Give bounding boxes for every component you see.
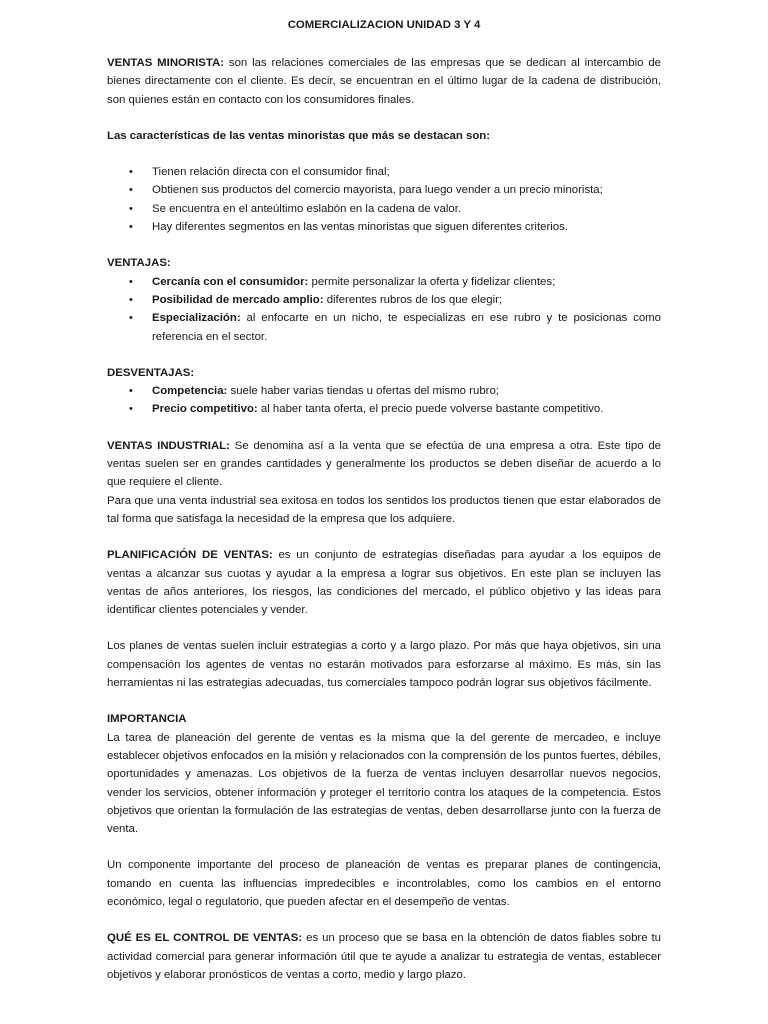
ventas-industrial-term: VENTAS INDUSTRIAL: xyxy=(107,439,230,452)
list-item xyxy=(107,218,661,236)
planificacion-paragraph-2: Los planes de ventas suelen incluir estrategias a corto y a largo plazo. Por más que haya objetivos, sin una compensación los agentes de ventas no estarán motivados para esforzarse al máximo. Es más, sin las herramientas ni las estrategias adecuadas, tus comerciales tampoco podrán lograr sus objetivos fácilmente. xyxy=(107,640,661,690)
ventas-industrial-paragraph-2: Para que una venta industrial sea exitosa en todos los sentidos los productos tienen que estar elaborados de tal forma que satisfaga la necesidad de la empresa que los adquiere. xyxy=(107,494,661,525)
planificacion-term: PLANIFICACIÓN DE VENTAS: xyxy=(107,549,273,562)
bullet-icon: • xyxy=(129,293,133,306)
planificacion-text: es un conjunto de estrategias diseñadas para ayudar a los equipos de ventas a alcanzar sus cuotas y ayudar a la empresa a lograr sus objetivos. En este plan se incluyen las ventas de años anteriores, los riesgos, las condiciones del mercado, el público objetivo y las ideas para identificar clientes potenciales y vender. xyxy=(107,549,661,617)
ventas-industrial-paragraph xyxy=(107,437,661,492)
control-ventas-paragraph xyxy=(107,929,661,984)
list-item xyxy=(107,291,661,309)
list-item-term: Precio competitivo: xyxy=(152,403,258,416)
list-item xyxy=(107,382,661,400)
list-item-text: Obtienen sus productos del comercio mayorista, para luego vender a un precio minorista; xyxy=(152,184,603,197)
bullet-icon: • xyxy=(129,312,133,325)
document-page xyxy=(107,16,661,984)
list-item xyxy=(107,200,661,218)
ventajas-heading: VENTAJAS: xyxy=(107,257,171,270)
planificacion-paragraph xyxy=(107,546,661,619)
bullet-icon: • xyxy=(129,403,133,416)
list-item xyxy=(107,309,661,346)
ventas-industrial-text: Se denomina así a la venta que se efectúa de una empresa a otra. Este tipo de ventas suelen ser en grandes cantidades y generalmente los productos se deben diseñar de acuerdo a lo que requiere el cliente. xyxy=(107,439,661,489)
bullet-icon: • xyxy=(129,202,133,215)
bullet-icon: • xyxy=(129,184,133,197)
bullet-icon: • xyxy=(129,275,133,288)
document-title: COMERCIALIZACION UNIDAD 3 Y 4 xyxy=(287,19,481,31)
caracteristicas-heading: Las características de las ventas minoristas que más se destacan son: xyxy=(107,129,491,142)
importancia-heading: IMPORTANCIA xyxy=(107,713,187,726)
desventajas-heading: DESVENTAJAS: xyxy=(107,366,195,379)
list-item-text: Se encuentra en el anteúltimo eslabón en la cadena de valor. xyxy=(152,202,462,215)
list-item-text: suele haber varias tiendas u ofertas del mismo rubro; xyxy=(227,385,499,398)
list-item-term: Competencia: xyxy=(152,385,228,398)
list-item-text: permite personalizar la oferta y fidelizar clientes; xyxy=(308,275,556,288)
bullet-icon: • xyxy=(129,221,133,234)
importancia-paragraph-2: Un componente importante del proceso de planeación de ventas es preparar planes de contingencia, tomando en cuenta las influencias impredecibles e incontrolables, como los cambios en el entorno económico, legal o regulatorio, que pueden afectar en el desempeño de ventas. xyxy=(107,859,661,908)
list-item-text: Tienen relación directa con el consumidor final; xyxy=(152,166,390,179)
list-item xyxy=(107,163,661,181)
ventas-minorista-term: VENTAS MINORISTA: xyxy=(107,57,225,69)
ventas-minorista-paragraph xyxy=(107,54,661,109)
list-item-text: diferentes rubros de los que elegir; xyxy=(323,293,503,306)
list-item xyxy=(107,400,661,418)
control-ventas-text: es un proceso que se basa en la obtención de datos fiables sobre tu actividad comercial para generar información útil que te ayude a analizar tu estrategia de ventas, establecer objetivos y elaborar pronósticos de ventas a corto, medio y largo plazo. xyxy=(107,932,661,981)
bullet-icon: • xyxy=(129,385,133,398)
control-ventas-term: QUÉ ES EL CONTROL DE VENTAS: xyxy=(107,932,303,945)
list-item-term: Especialización: xyxy=(152,312,241,325)
list-item-term: Posibilidad de mercado amplio: xyxy=(152,293,324,306)
ventajas-list xyxy=(107,273,661,346)
bullet-icon: • xyxy=(129,166,133,179)
list-item-term: Cercanía con el consumidor: xyxy=(152,275,309,288)
importancia-paragraph: La tarea de planeación del gerente de ventas es la misma que la del gerente de mercadeo, e incluye establecer objetivos enfocados en la misión y relacionados con la comprensión de los puntos fuertes, débiles, oportunidades y amenazas. Los objetivos de la fuerza de ventas incluyen desarrollar nuevos negocios, vender los servicios, obtener información y proteger el territorio contra los ataques de la competencia. Estos objetivos que orientan la formulación de las estrategias de ventas, deben desarrollarse junto con la fuerza de venta. xyxy=(107,731,661,836)
list-item xyxy=(107,181,661,199)
desventajas-list xyxy=(107,382,661,419)
list-item-text: Hay diferentes segmentos en las ventas minoristas que siguen diferentes criterios. xyxy=(152,221,568,234)
list-item-text: al enfocarte en un nicho, te especializas en ese rubro y te posicionas como referencia en el sector. xyxy=(152,312,661,343)
ventas-minorista-text: son las relaciones comerciales de las empresas que se dedican al intercambio de bienes directamente con el cliente. Es decir, se encuentran en el último lugar de la cadena de distribución, son quienes están en contacto con los consumidores finales. xyxy=(107,57,661,106)
caracteristicas-list xyxy=(107,163,661,236)
list-item xyxy=(107,273,661,291)
list-item-text: al haber tanta oferta, el precio puede volverse bastante competitivo. xyxy=(257,403,604,416)
